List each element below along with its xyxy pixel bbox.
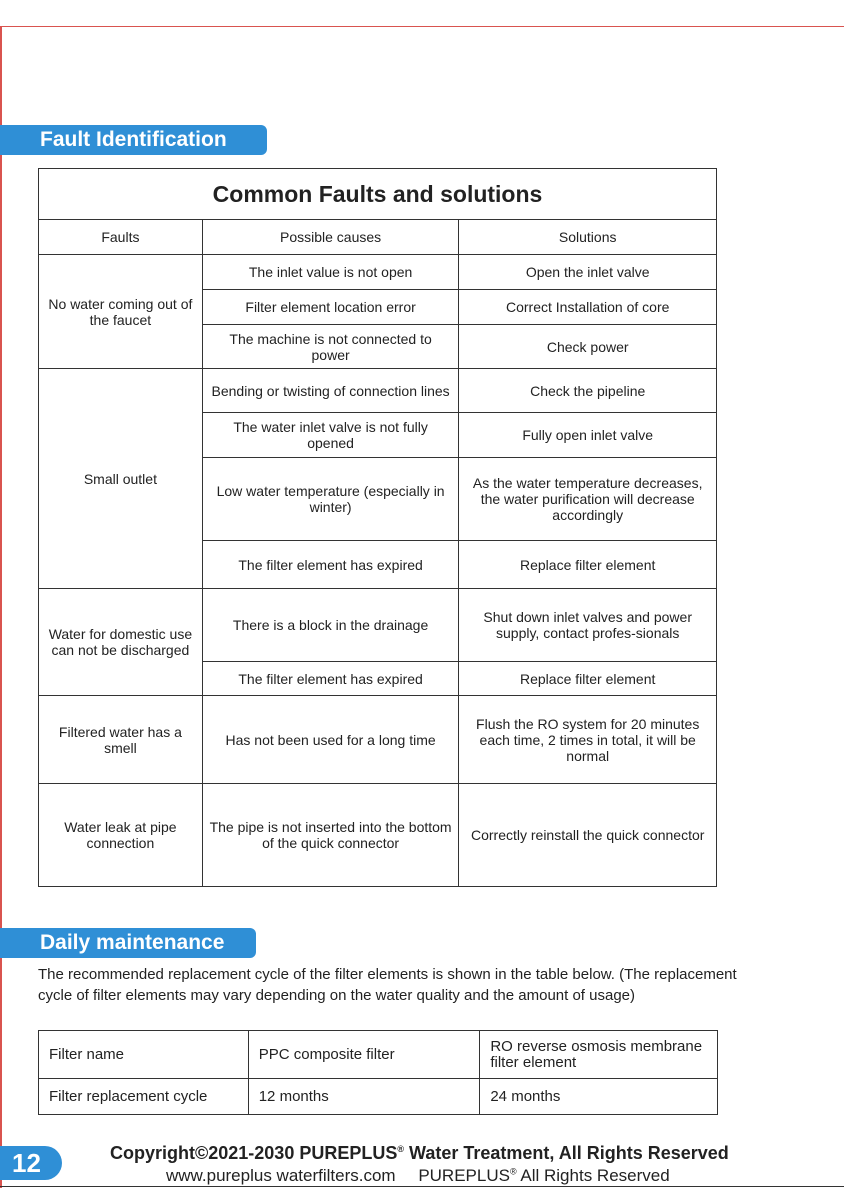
replacement-cycle-label: Filter replacement cycle (39, 1079, 249, 1115)
fault-identification-heading: Fault Identification (0, 125, 267, 155)
solution-cell: Correct Installation of core (459, 290, 717, 325)
cause-cell: Low water temperature (especially in winter) (202, 458, 459, 541)
page-number: 12 (0, 1146, 62, 1180)
bottom-rule (0, 1186, 844, 1187)
page-border-top (0, 26, 844, 27)
website-link[interactable]: www.pureplus waterfilters.com (166, 1166, 396, 1185)
solution-cell: As the water temperature decreases, the water purification will decrease accordingly (459, 458, 717, 541)
registered-mark-2: ® (509, 1166, 517, 1177)
copyright-line (110, 1143, 750, 1164)
solution-cell: Fully open inlet valve (459, 413, 717, 458)
header-possible-causes: Possible causes (202, 220, 459, 255)
ro-filter-name: RO reverse osmosis membrane filter element (480, 1031, 718, 1079)
solution-cell: Replace filter element (459, 541, 717, 589)
ppc-cycle-value: 12 months (248, 1079, 480, 1115)
ppc-filter-name: PPC composite filter (248, 1031, 480, 1079)
copyright-prefix: Copyright©2021-2030 PUREPLUS (110, 1143, 398, 1163)
header-faults: Faults (39, 220, 203, 255)
cause-cell: Has not been used for a long time (202, 696, 459, 784)
maintenance-intro: The recommended replacement cycle of the filter elements is shown in the table below. (The replacement cycle of filter elements may vary depending on the water quality and the amount of usage) (38, 966, 737, 1004)
cause-cell: Bending or twisting of connection lines (202, 369, 459, 413)
copyright-suffix: Water Treatment, All Rights Reserved (409, 1143, 729, 1163)
solution-cell: Flush the RO system for 20 minutes each time, 2 times in total, it will be normal (459, 696, 717, 784)
ro-cycle-value: 24 months (480, 1079, 718, 1115)
solution-cell: Correctly reinstall the quick connector (459, 784, 717, 887)
cause-cell: The water inlet valve is not fully opened (202, 413, 459, 458)
solution-cell: Check power (459, 325, 717, 369)
footer-rights: All Rights Reserved (520, 1166, 670, 1185)
fault-cell: Water for domestic use can not be discharged (39, 589, 203, 696)
daily-maintenance-heading: Daily maintenance (0, 928, 256, 958)
solution-cell: Check the pipeline (459, 369, 717, 413)
footer-line (166, 1166, 726, 1186)
cause-cell: The pipe is not inserted into the bottom of the quick connector (202, 784, 459, 887)
filter-replacement-table (38, 1030, 718, 1115)
fault-cell: No water coming out of the faucet (39, 255, 203, 369)
page-border-left (0, 26, 2, 1188)
cause-cell: There is a block in the drainage (202, 589, 459, 662)
cause-cell: The filter element has expired (202, 662, 459, 696)
fault-cell: Filtered water has a smell (39, 696, 203, 784)
fault-cell: Small outlet (39, 369, 203, 589)
registered-mark: ® (397, 1144, 404, 1154)
cause-cell: The machine is not connected to power (202, 325, 459, 369)
solution-cell: Open the inlet valve (459, 255, 717, 290)
table-caption: Common Faults and solutions (39, 169, 717, 220)
header-solutions: Solutions (459, 220, 717, 255)
cause-cell: Filter element location error (202, 290, 459, 325)
common-faults-table (38, 168, 717, 887)
fault-cell: Water leak at pipe connection (39, 784, 203, 887)
filter-name-label: Filter name (39, 1031, 249, 1079)
solution-cell: Shut down inlet valves and power supply, contact profes-sionals (459, 589, 717, 662)
solution-cell: Replace filter element (459, 662, 717, 696)
footer-brand: PUREPLUS (418, 1166, 510, 1185)
cause-cell: The inlet value is not open (202, 255, 459, 290)
cause-cell: The filter element has expired (202, 541, 459, 589)
